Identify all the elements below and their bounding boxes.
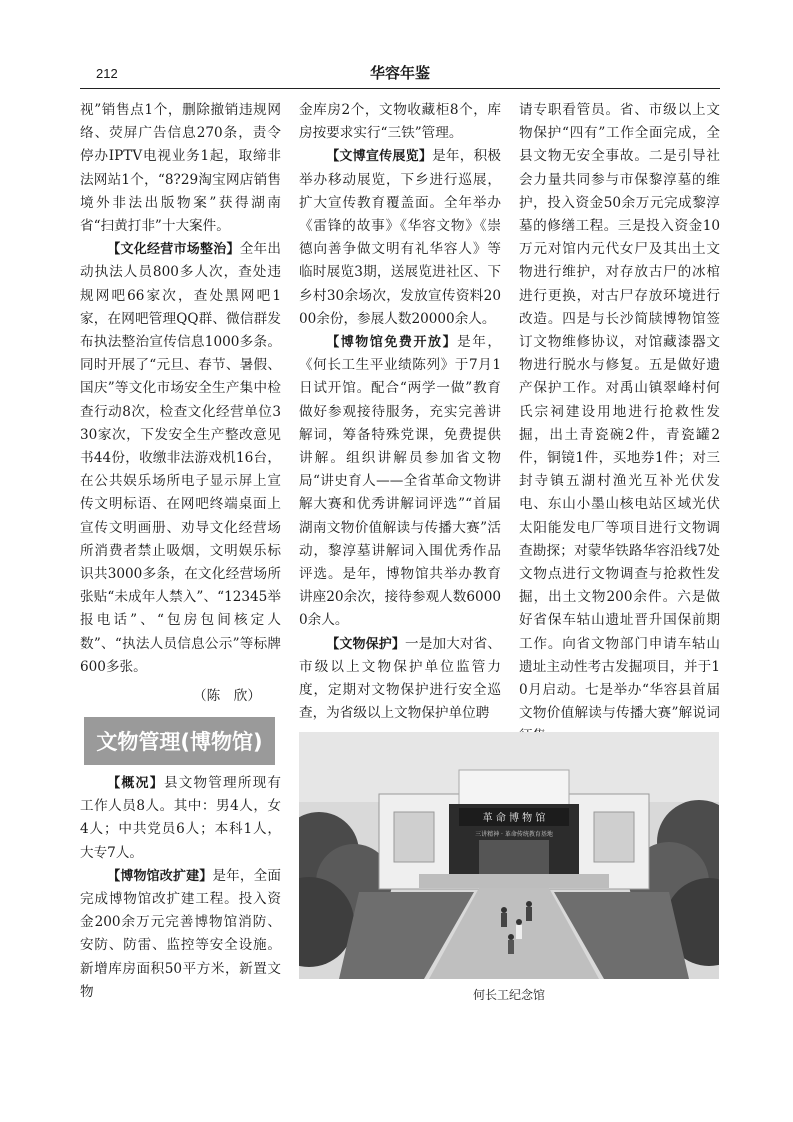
page-number: 212 <box>96 66 118 81</box>
paragraph-market-regulation <box>80 238 281 679</box>
column-2 <box>299 99 501 725</box>
paragraph-overview <box>80 772 281 865</box>
column-3 <box>519 99 720 749</box>
paragraph-exhibitions <box>299 145 501 331</box>
running-header <box>0 0 793 92</box>
paragraph-body: 是年，全面完成博物馆改扩建工程。投入资金200余万元完善博物馆消防、安防、防雷、监控等安全设施。新增库房面积50平方米，新置文物 <box>80 867 281 1000</box>
paragraph-relic-protection <box>299 633 501 726</box>
paragraph-body: 是年，《何长工生平业绩陈列》于7月1日试开馆。配合“两学一做”教育做好参观接待服务，充实完善讲解词，筹备特殊党课，免费提供讲解。组织讲解员参加省文物局“讲史育人——全省革命文物讲解大赛和优秀讲解词评选”“首届湖南文物价值解读与传播大赛”活动，黎淳墓讲解词入围优秀作品评选。是年，博物馆共举办教育讲座20余次，接待参观人数60000余人。 <box>299 334 501 629</box>
museum-banner-text: 三讲精神 · 革命传统教育基地 <box>475 831 553 838</box>
paragraph-body: 是年，积极举办移动展览，下乡进行巡展，扩大宣传教育覆盖面。全年举办《雷锋的故事》《华容文物》《崇德向善争做文明有礼华容人》等临时展览3期，送展览进社区、下乡村30余场次，发放宣传资料2000余份，参展人数20000余人。 <box>299 148 501 327</box>
section-heading: 【文物保护】 <box>326 636 406 652</box>
section-heading: 【博物馆免费开放】 <box>326 335 458 351</box>
paragraph-continued: 请专职看管员。省、市级以上文物保护“四有”工作全面完成，全县文物无安全事故。二是引导社会力量共同参与市保黎淳墓的维护，投入资金50余万元完成黎淳墓的修缮工程。三是投入资金10万元对馆内元代女尸及其出土文物进行维护，对存放古尸的冰棺进行更换，对古尸存放环境进行改造。四是与长沙简牍博物馆签订文物维修协议，对馆藏漆器文物进行脱水与修复。五是做好遗产保护工作。对禹山镇翠峰村何氏宗祠建设用地进行抢救性发掘，出土青瓷碗2件，青瓷罐2件，铜镜1件，买地券1件；对三封寺镇五湖村渔光互补光伏发电、东山小墨山核电站区域光伏太阳能发电厂等项目进行文物调查勘探；对蒙华铁路华容沿线7处文物点进行文物调查与抢救性发掘，出土文物200余件。六是做好省保车轱山遗址晋升国保前期工作。向省文物部门申请车轱山遗址主动性考古发掘项目，并于10月启动。七是举办“华容县首届文物价值解读与传播大赛”解说词 <box>519 102 720 722</box>
section-heading: 【概况】 <box>107 776 164 791</box>
section-heading: 【博物馆改扩建】 <box>107 868 213 884</box>
paragraph-free-opening <box>299 331 501 633</box>
photo-caption: 何长工纪念馆 <box>472 988 545 1002</box>
section-title-box: 文物管理(博物馆) <box>84 717 275 765</box>
paragraph-body: 全年出动执法人员800多人次，查处违规网吧66家次，查处黑网吧1家，在网吧管理QQ群、微信群发布执法整治宣传信息1000多条。同时开展了“元旦、春节、暑假、国庆”等文化市场安全生产集中检查行动8次，检查文化经营单位330家次，下发安全生产整改意见书44份，收缴非法游戏机16台，在公共娱乐场所电子显示屏上宣传文明标语、在网吧终端桌面上宣传文明画册、劝导文化经营场所消费者禁止吸烟，文明娱乐标识共3000多条，在文化经营场所张贴“未成年人禁入”、“12345举报电话”、“包房包间核定人数”、“执法人员信息公示”等标牌600多张。 <box>80 241 281 675</box>
museum-sign-text: 革 命 博 物 馆 <box>482 813 546 824</box>
column-1 <box>80 99 281 708</box>
header-rule <box>80 88 720 89</box>
author-name: （陈 欣） <box>193 688 261 705</box>
paragraph-continued: 视”销售点1个，删除撤销违规网络、荧屏广告信息270条，责令停办IPTV电视业务1起，取缔非法网站1个，“8?29淘宝网店销售境外非法出版物案”获得湖南省“扫黄打非”十大案件。 <box>80 102 281 235</box>
author-credit <box>80 685 281 708</box>
section-heading: 【文化经营市场整治】 <box>107 242 240 258</box>
museum-photo-illustration <box>299 732 719 979</box>
book-title: 华容年鉴 <box>369 64 430 82</box>
museum-photo <box>299 732 719 979</box>
column-1-lower <box>80 772 281 1004</box>
paragraph-body: 县文物管理所现有工作人员8人。其中：男4人，女4人；中共党员6人；本科1人，大专7人。 <box>80 775 281 861</box>
paragraph-body: 一是加大对省、市级以上文物保护单位监管力度，定期对文物保护进行安全巡查，为省级以上文物保护单位聘 <box>299 635 501 722</box>
paragraph-museum-expansion <box>80 865 281 1004</box>
paragraph-continued: 金库房2个，文物收藏柜8个，库房按要求实行“三铁”管理。 <box>299 102 501 142</box>
section-heading: 【文博宣传展览】 <box>326 149 433 165</box>
